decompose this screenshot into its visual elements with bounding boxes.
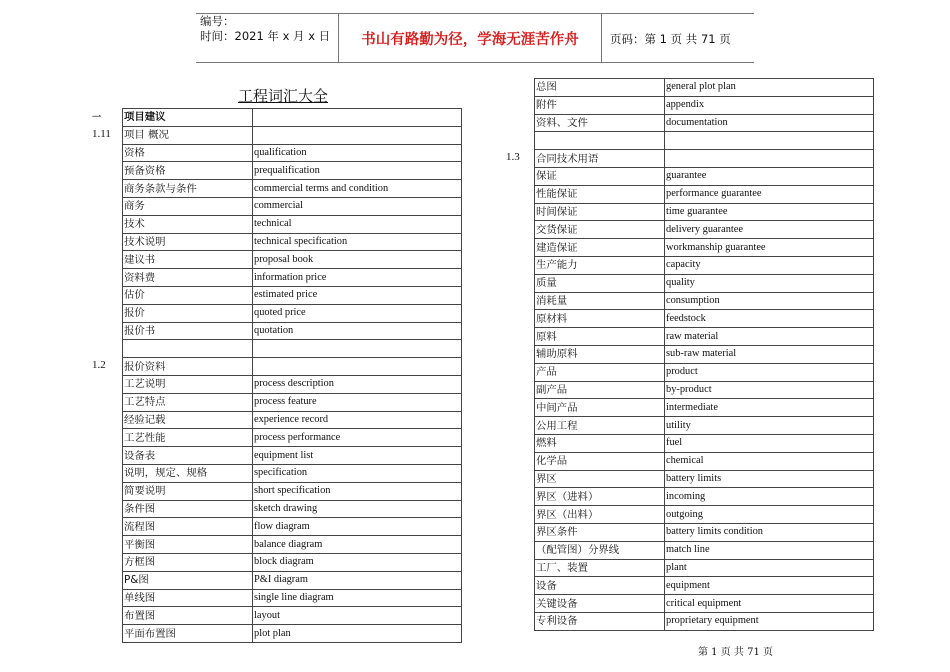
term-chinese: 报价书 — [123, 322, 253, 340]
term-english: performance guarantee — [665, 185, 874, 203]
table-row — [535, 185, 874, 203]
table-row — [535, 595, 874, 613]
table-row — [123, 500, 462, 518]
term-chinese: 项目建议 — [123, 109, 253, 127]
table-row — [123, 215, 462, 233]
table-row — [123, 429, 462, 447]
table-row — [123, 393, 462, 411]
table-row — [123, 375, 462, 393]
term-chinese: 总图 — [535, 79, 665, 97]
term-english: delivery guarantee — [665, 221, 874, 239]
table-row — [535, 79, 874, 97]
term-english: general plot plan — [665, 79, 874, 97]
term-chinese: 建造保证 — [535, 239, 665, 257]
term-english: equipment list — [253, 447, 462, 465]
table-row — [535, 363, 874, 381]
term-english: fuel — [665, 434, 874, 452]
term-chinese: 资格 — [123, 144, 253, 162]
table-row — [123, 269, 462, 287]
term-english: technical specification — [253, 233, 462, 251]
table-row — [123, 322, 462, 340]
term-chinese: 交货保证 — [535, 221, 665, 239]
term-english: plot plan — [253, 625, 462, 643]
table-row — [123, 589, 462, 607]
term-english: P&I diagram — [253, 571, 462, 589]
term-chinese: 辅助原料 — [535, 345, 665, 363]
table-row — [535, 256, 874, 274]
term-english: information price — [253, 269, 462, 287]
term-chinese: 工厂、装置 — [535, 559, 665, 577]
term-chinese: 资料费 — [123, 269, 253, 287]
term-english: process performance — [253, 429, 462, 447]
table-row — [535, 612, 874, 630]
term-english: short specification — [253, 482, 462, 500]
term-chinese: 条件图 — [123, 500, 253, 518]
section-number: 1.11 — [92, 127, 111, 140]
term-english: sketch drawing — [253, 500, 462, 518]
table-row — [123, 144, 462, 162]
header-page-info: 页码：第 1 页 共 71 页 — [610, 32, 731, 46]
term-chinese: 合同技术用语 — [535, 150, 665, 168]
table-row — [123, 607, 462, 625]
term-english — [253, 340, 462, 358]
term-chinese: 公用工程 — [535, 417, 665, 435]
term-chinese: 商务条款与条件 — [123, 180, 253, 198]
table-row — [535, 167, 874, 185]
table-row — [123, 251, 462, 269]
term-english: equipment — [665, 577, 874, 595]
page-header — [196, 13, 754, 63]
term-english: prequalification — [253, 162, 462, 180]
term-chinese: 界区条件 — [535, 523, 665, 541]
table-row — [535, 541, 874, 559]
table-row — [535, 310, 874, 328]
term-chinese: 工艺特点 — [123, 393, 253, 411]
table-row — [123, 286, 462, 304]
term-chinese: 化学品 — [535, 452, 665, 470]
term-english: process feature — [253, 393, 462, 411]
table-row — [535, 132, 874, 150]
table-row — [535, 274, 874, 292]
term-english: match line — [665, 541, 874, 559]
term-english: intermediate — [665, 399, 874, 417]
term-english: process description — [253, 375, 462, 393]
term-english — [253, 126, 462, 144]
term-english: critical equipment — [665, 595, 874, 613]
term-english: plant — [665, 559, 874, 577]
time-label: 时间：2021 年 x 月 x 日 — [200, 29, 331, 43]
term-english: proposal book — [253, 251, 462, 269]
term-english: workmanship guarantee — [665, 239, 874, 257]
term-english: quoted price — [253, 304, 462, 322]
table-row — [123, 536, 462, 554]
term-english: technical — [253, 215, 462, 233]
table-row — [123, 358, 462, 376]
glossary-table-left — [122, 108, 462, 643]
term-chinese: 项目 概况 — [123, 126, 253, 144]
term-english: quality — [665, 274, 874, 292]
term-english: quotation — [253, 322, 462, 340]
term-english: documentation — [665, 114, 874, 132]
table-row — [535, 150, 874, 168]
table-row — [535, 399, 874, 417]
term-english: battery limits — [665, 470, 874, 488]
table-row — [123, 411, 462, 429]
table-row — [123, 553, 462, 571]
section-number: 1.2 — [92, 359, 106, 372]
term-chinese: 消耗量 — [535, 292, 665, 310]
term-english: consumption — [665, 292, 874, 310]
term-english: block diagram — [253, 553, 462, 571]
table-row — [535, 488, 874, 506]
term-chinese: 技术 — [123, 215, 253, 233]
table-row — [535, 434, 874, 452]
table-row — [123, 447, 462, 465]
term-english: balance diagram — [253, 536, 462, 554]
term-chinese: 工艺性能 — [123, 429, 253, 447]
term-chinese: 界区（出料） — [535, 506, 665, 524]
header-motto: 书山有路勤为径，学海无涯苦作舟 — [338, 14, 602, 62]
table-row — [123, 518, 462, 536]
term-chinese: 经验记载 — [123, 411, 253, 429]
term-chinese: 副产品 — [535, 381, 665, 399]
table-row — [535, 345, 874, 363]
table-row — [535, 203, 874, 221]
term-english — [253, 358, 462, 376]
term-chinese: 燃料 — [535, 434, 665, 452]
term-chinese: 产品 — [535, 363, 665, 381]
table-row — [535, 452, 874, 470]
table-row — [123, 464, 462, 482]
term-english: single line diagram — [253, 589, 462, 607]
document-title: 工程词汇大全 — [238, 87, 329, 105]
term-english: utility — [665, 417, 874, 435]
term-chinese: 建议书 — [123, 251, 253, 269]
term-chinese: 保证 — [535, 167, 665, 185]
term-chinese: 中间产品 — [535, 399, 665, 417]
term-chinese: 流程图 — [123, 518, 253, 536]
term-english: specification — [253, 464, 462, 482]
term-english: battery limits condition — [665, 523, 874, 541]
table-row — [535, 523, 874, 541]
term-english: flow diagram — [253, 518, 462, 536]
term-chinese: 原材料 — [535, 310, 665, 328]
term-english: capacity — [665, 256, 874, 274]
table-row — [535, 328, 874, 346]
term-english: product — [665, 363, 874, 381]
term-english: commercial terms and condition — [253, 180, 462, 198]
term-english: estimated price — [253, 286, 462, 304]
table-row — [123, 126, 462, 144]
term-chinese: 报价 — [123, 304, 253, 322]
term-chinese: 布置图 — [123, 607, 253, 625]
term-chinese: 预备资格 — [123, 162, 253, 180]
table-row — [535, 221, 874, 239]
term-chinese: 平衡图 — [123, 536, 253, 554]
term-english: appendix — [665, 96, 874, 114]
term-english: outgoing — [665, 506, 874, 524]
term-chinese: （配管图）分界线 — [535, 541, 665, 559]
term-chinese: 附件 — [535, 96, 665, 114]
table-row — [535, 114, 874, 132]
term-chinese: 专利设备 — [535, 612, 665, 630]
term-chinese — [535, 132, 665, 150]
term-english: guarantee — [665, 167, 874, 185]
term-chinese: P&图 — [123, 571, 253, 589]
term-chinese: 设备 — [535, 577, 665, 595]
term-chinese: 平面布置图 — [123, 625, 253, 643]
table-row — [535, 96, 874, 114]
table-row — [123, 162, 462, 180]
table-row — [535, 506, 874, 524]
term-chinese: 界区（进料） — [535, 488, 665, 506]
term-chinese: 简要说明 — [123, 482, 253, 500]
table-row — [123, 571, 462, 589]
term-english — [665, 150, 874, 168]
term-english: raw material — [665, 328, 874, 346]
table-row — [123, 304, 462, 322]
term-chinese: 性能保证 — [535, 185, 665, 203]
table-row — [535, 239, 874, 257]
header-meta — [200, 14, 330, 44]
term-chinese: 设备表 — [123, 447, 253, 465]
table-row — [123, 109, 462, 127]
table-row — [535, 470, 874, 488]
table-row — [535, 559, 874, 577]
table-row — [123, 180, 462, 198]
term-english: layout — [253, 607, 462, 625]
page-footer: 第 1 页 共 71 页 — [698, 647, 773, 658]
term-chinese: 单线图 — [123, 589, 253, 607]
term-english: time guarantee — [665, 203, 874, 221]
table-row — [123, 340, 462, 358]
table-row — [123, 482, 462, 500]
term-chinese: 说明，规定、规格 — [123, 464, 253, 482]
term-chinese: 工艺说明 — [123, 375, 253, 393]
section-number: 一 — [92, 113, 102, 123]
term-english: chemical — [665, 452, 874, 470]
term-english: qualification — [253, 144, 462, 162]
term-english: experience record — [253, 411, 462, 429]
term-chinese: 质量 — [535, 274, 665, 292]
table-row — [535, 417, 874, 435]
section-number: 1.3 — [506, 151, 520, 164]
term-chinese: 界区 — [535, 470, 665, 488]
table-row — [535, 381, 874, 399]
term-english — [665, 132, 874, 150]
table-row — [535, 577, 874, 595]
table-row — [123, 197, 462, 215]
term-chinese: 估价 — [123, 286, 253, 304]
term-chinese: 方框图 — [123, 553, 253, 571]
glossary-table-right — [534, 78, 874, 631]
table-row — [123, 625, 462, 643]
term-english: feedstock — [665, 310, 874, 328]
term-english: sub-raw material — [665, 345, 874, 363]
term-english: incoming — [665, 488, 874, 506]
term-chinese: 原料 — [535, 328, 665, 346]
number-label: 编号： — [200, 14, 235, 28]
table-row — [535, 292, 874, 310]
term-english: by-product — [665, 381, 874, 399]
term-chinese: 报价资料 — [123, 358, 253, 376]
term-chinese — [123, 340, 253, 358]
term-chinese: 技术说明 — [123, 233, 253, 251]
term-chinese: 生产能力 — [535, 256, 665, 274]
term-english: proprietary equipment — [665, 612, 874, 630]
term-english: commercial — [253, 197, 462, 215]
term-chinese: 资料、文件 — [535, 114, 665, 132]
term-english — [253, 109, 462, 127]
table-row — [123, 233, 462, 251]
term-chinese: 关键设备 — [535, 595, 665, 613]
term-chinese: 商务 — [123, 197, 253, 215]
term-chinese: 时间保证 — [535, 203, 665, 221]
